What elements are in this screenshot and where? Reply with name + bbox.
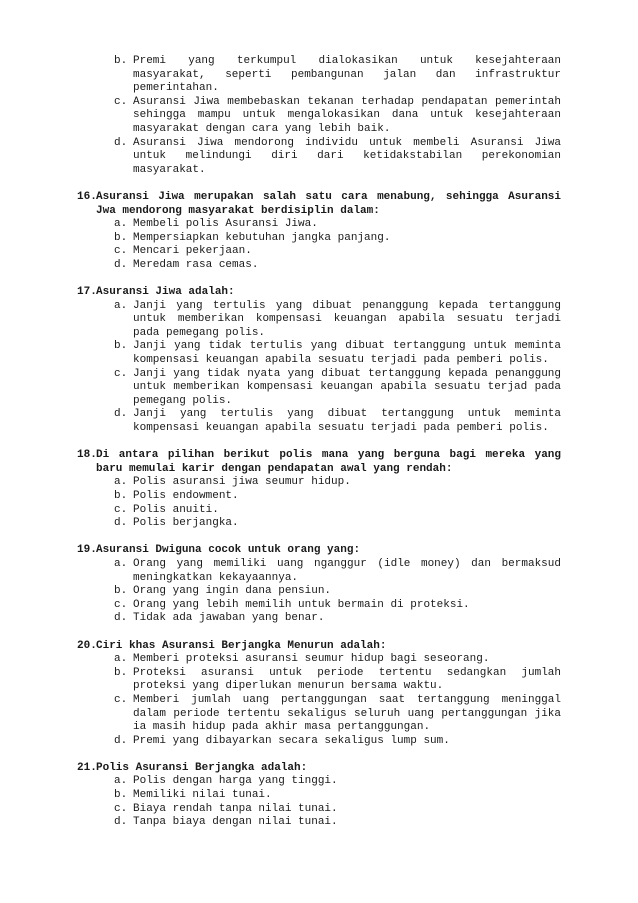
option-letter: d.	[114, 136, 128, 149]
option-letter: a.	[114, 653, 128, 666]
option-text: Tidak ada jawaban yang benar.	[133, 612, 325, 625]
answer-option	[0, 96, 638, 137]
option-letter: c.	[114, 802, 128, 815]
answer-option	[0, 694, 638, 735]
answer-option	[0, 775, 638, 789]
option-text: Orang yang ingin dana pensiun.	[133, 585, 332, 598]
option-text: Asuransi Jiwa mendorong individu untuk membeli Asuransi Jiwa untuk melindungi diri dari ketidakstabilan perekonomian masyarakat.	[133, 136, 561, 176]
option-text: Janji yang tidak tertulis yang dibuat tertanggung untuk meminta kompensasi keuangan apabila sesuatu terjadi pada pemberi polis.	[133, 340, 561, 367]
option-text: Premi yang dibayarkan secara sekaligus lump sum.	[133, 734, 450, 747]
option-text: Mencari pekerjaan.	[133, 245, 252, 258]
option-letter: b.	[114, 231, 128, 244]
option-text: Memberi jumlah uang pertanggungan saat tertanggung meninggal dalam periode tertentu sekaligus seluruh uang pertanggungan jika ia masih hidup pada akhir masa pertanggungan.	[133, 693, 561, 734]
answer-option	[0, 504, 638, 518]
question-number: 21.	[77, 761, 97, 774]
question-number: 18.	[77, 449, 97, 462]
option-text: Biaya rendah tanpa nilai tunai.	[133, 802, 338, 815]
option-letter: d.	[114, 816, 128, 829]
option-letter: b.	[114, 55, 128, 67]
answer-option	[0, 585, 638, 599]
answer-option	[0, 259, 638, 273]
option-letter: c.	[114, 367, 128, 380]
option-text: Orang yang memiliki uang nganggur (idle money) dan bermaksud meningkatkan kekayaannya.	[133, 557, 561, 584]
option-letter: b.	[114, 789, 128, 802]
option-letter: b.	[114, 666, 128, 679]
question-text: Asuransi Jiwa adalah:	[96, 286, 235, 299]
question-block	[0, 286, 638, 436]
option-letter: b.	[114, 490, 128, 502]
answer-option	[0, 245, 638, 259]
question-text: Asuransi Dwiguna cocok untuk orang yang:	[96, 544, 361, 557]
question-list	[0, 191, 638, 830]
option-text: Tanpa biaya dengan nilai tunai.	[133, 816, 338, 829]
answer-option	[0, 667, 638, 694]
answer-option	[0, 789, 638, 803]
option-letter: c.	[114, 245, 128, 258]
option-text: Proteksi asuransi untuk periode tertentu sedangkan jumlah proteksi yang diperlukan menurun bersama waktu.	[133, 666, 561, 693]
document-page	[0, 55, 638, 843]
question-block	[0, 762, 638, 830]
question-block	[0, 449, 638, 531]
question-number: 16.	[77, 190, 97, 203]
answer-option	[0, 517, 638, 531]
option-text: Janji yang tidak nyata yang dibuat tertanggung kepada penanggung untuk memberikan kompensasi keuangan apabila sesuatu terjad pada pemegang polis.	[133, 367, 561, 407]
question-number: 17.	[77, 286, 97, 299]
question-text: Ciri khas Asuransi Berjangka Menurun adalah:	[96, 639, 387, 652]
option-letter: c.	[114, 693, 128, 706]
option-letter: d.	[114, 408, 128, 421]
answer-option	[0, 340, 638, 367]
option-text: Janji yang tertulis yang dibuat penanggung kepada tertanggung untuk memberikan kompensasi keuangan apabila sesuatu terjadi pada pemegang polis.	[133, 299, 561, 339]
question-text: Di antara pilihan berikut polis mana yang berguna bagi mereka yang baru memulai karir dengan pendapatan awal yang rendah:	[96, 449, 561, 475]
question-block	[0, 640, 638, 749]
answer-option	[0, 218, 638, 232]
option-text: Memiliki nilai tunai.	[133, 789, 272, 802]
option-letter: d.	[114, 612, 128, 625]
continued-options	[0, 55, 638, 177]
question-number: 19.	[77, 544, 97, 557]
option-text: Polis anuiti.	[133, 503, 219, 516]
answer-option	[0, 368, 638, 409]
option-text: Janji yang tertulis yang dibuat tertanggung untuk meminta kompensasi keuangan apabila sesuatu terjadi pada pemberi polis.	[133, 408, 561, 435]
option-letter: c.	[114, 95, 128, 108]
answer-option	[0, 803, 638, 817]
option-letter: c.	[114, 598, 128, 611]
answer-option	[0, 599, 638, 613]
option-letter: b.	[114, 585, 128, 598]
option-letter: d.	[114, 517, 128, 530]
option-letter: a.	[114, 476, 128, 489]
option-letter: a.	[114, 557, 128, 570]
option-text: Memberi proteksi asuransi seumur hidup bagi seseorang.	[133, 653, 490, 666]
option-letter: d.	[114, 258, 128, 271]
answer-option	[0, 490, 638, 504]
option-text: Polis endowment.	[133, 490, 239, 502]
option-text: Membeli polis Asuransi Jiwa.	[133, 218, 318, 231]
answer-option	[0, 137, 638, 178]
option-letter: a.	[114, 299, 128, 312]
option-text: Orang yang lebih memilih untuk bermain di proteksi.	[133, 598, 470, 611]
answer-option	[0, 612, 638, 626]
question-text: Polis Asuransi Berjangka adalah:	[96, 761, 308, 774]
question-block	[0, 191, 638, 273]
option-text: Mempersiapkan kebutuhan jangka panjang.	[133, 231, 391, 244]
answer-option	[0, 408, 638, 435]
option-text: Premi yang terkumpul dialokasikan untuk kesejahteraan masyarakat, seperti pembangunan jalan dan infrastruktur pemerintahan.	[133, 55, 561, 95]
answer-option	[0, 300, 638, 341]
option-text: Meredam rasa cemas.	[133, 258, 259, 271]
question-number: 20.	[77, 639, 97, 652]
option-text: Polis dengan harga yang tinggi.	[133, 775, 338, 788]
option-text: Polis berjangka.	[133, 517, 239, 530]
answer-option	[0, 55, 638, 96]
option-letter: d.	[114, 734, 128, 747]
question-text: Asuransi Jiwa merupakan salah satu cara menabung, sehingga Asuransi Jwa mendorong masyarakat berdisiplin dalam:	[96, 190, 561, 217]
option-letter: a.	[114, 218, 128, 231]
question-block	[0, 544, 638, 626]
option-letter: b.	[114, 340, 128, 353]
option-text: Asuransi Jiwa membebaskan tekanan terhadap pendapatan pemerintah sehingga mampu untuk mengalokasikan dana untuk kesejahteraan masyarakat dengan cara yang lebih baik.	[133, 95, 561, 135]
option-text: Polis asuransi jiwa seumur hidup.	[133, 476, 351, 489]
answer-option	[0, 232, 638, 246]
answer-option	[0, 816, 638, 830]
answer-option	[0, 476, 638, 490]
option-letter: a.	[114, 775, 128, 788]
answer-option	[0, 653, 638, 667]
option-letter: c.	[114, 503, 128, 516]
answer-option	[0, 735, 638, 749]
answer-option	[0, 558, 638, 585]
